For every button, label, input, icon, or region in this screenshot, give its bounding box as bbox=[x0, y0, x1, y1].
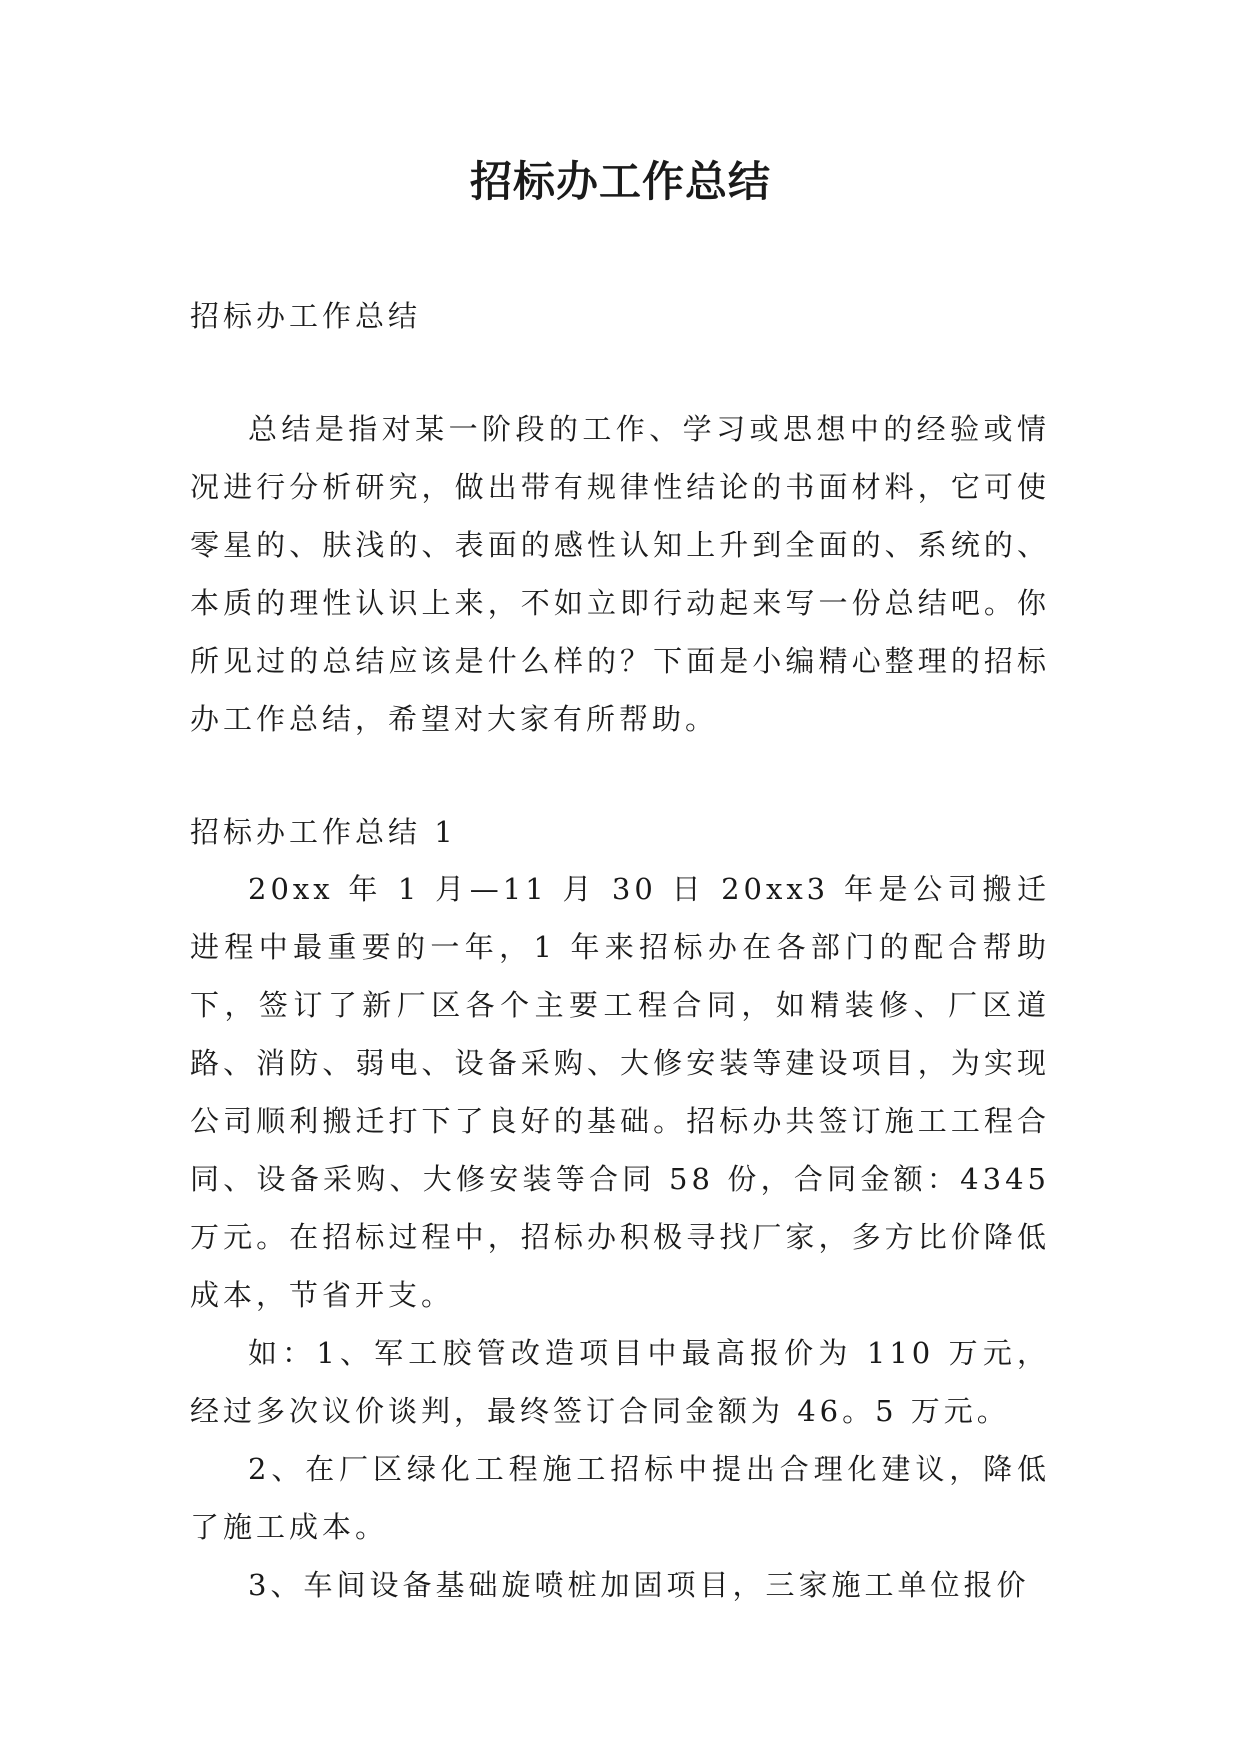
section-paragraph: 20xx 年 1 月—11 月 30 日 20xx3 年是公司搬迁进程中最重要的一年，1 年来招标办在各部门的配合帮助下，签订了新厂区各个主要工程合同，如精装修、厂区道路、消防、弱电、设备采购、大修安装等建设项目，为实现公司顺利搬迁打下了良好的基础。招标办共签订施工工程合同、设备采购、大修安装等合同 58 份，合同金额：4345 万元。在招标过程中，招标办积极寻找厂家，多方比价降低成本，节省开支。 bbox=[190, 872, 1050, 1312]
section-paragraph: 3、车间设备基础旋喷桩加固项目，三家施工单位报价 bbox=[248, 1568, 1030, 1602]
section-body bbox=[190, 860, 1050, 1614]
section-paragraph: 2、在厂区绿化工程施工招标中提出合理化建议，降低了施工成本。 bbox=[190, 1452, 1050, 1544]
section-paragraph: 如：1、军工胶管改造项目中最高报价为 110 万元，经过多次议价谈判，最终签订合同金额为 46。5 万元。 bbox=[190, 1336, 1050, 1428]
section-heading: 招标办工作总结 1 bbox=[190, 815, 457, 849]
intro-paragraph: 总结是指对某一阶段的工作、学习或思想中的经验或情况进行分析研究，做出带有规律性结论的书面材料，它可使零星的、肤浅的、表面的感性认知上升到全面的、系统的、本质的理性认识上来，不如立即行动起来写一份总结吧。你所见过的总结应该是什么样的？下面是小编精心整理的招标办工作总结，希望对大家有所帮助。 bbox=[190, 412, 1050, 736]
document-title: 招标办工作总结 bbox=[469, 157, 771, 206]
document-subtitle: 招标办工作总结 bbox=[190, 299, 422, 333]
